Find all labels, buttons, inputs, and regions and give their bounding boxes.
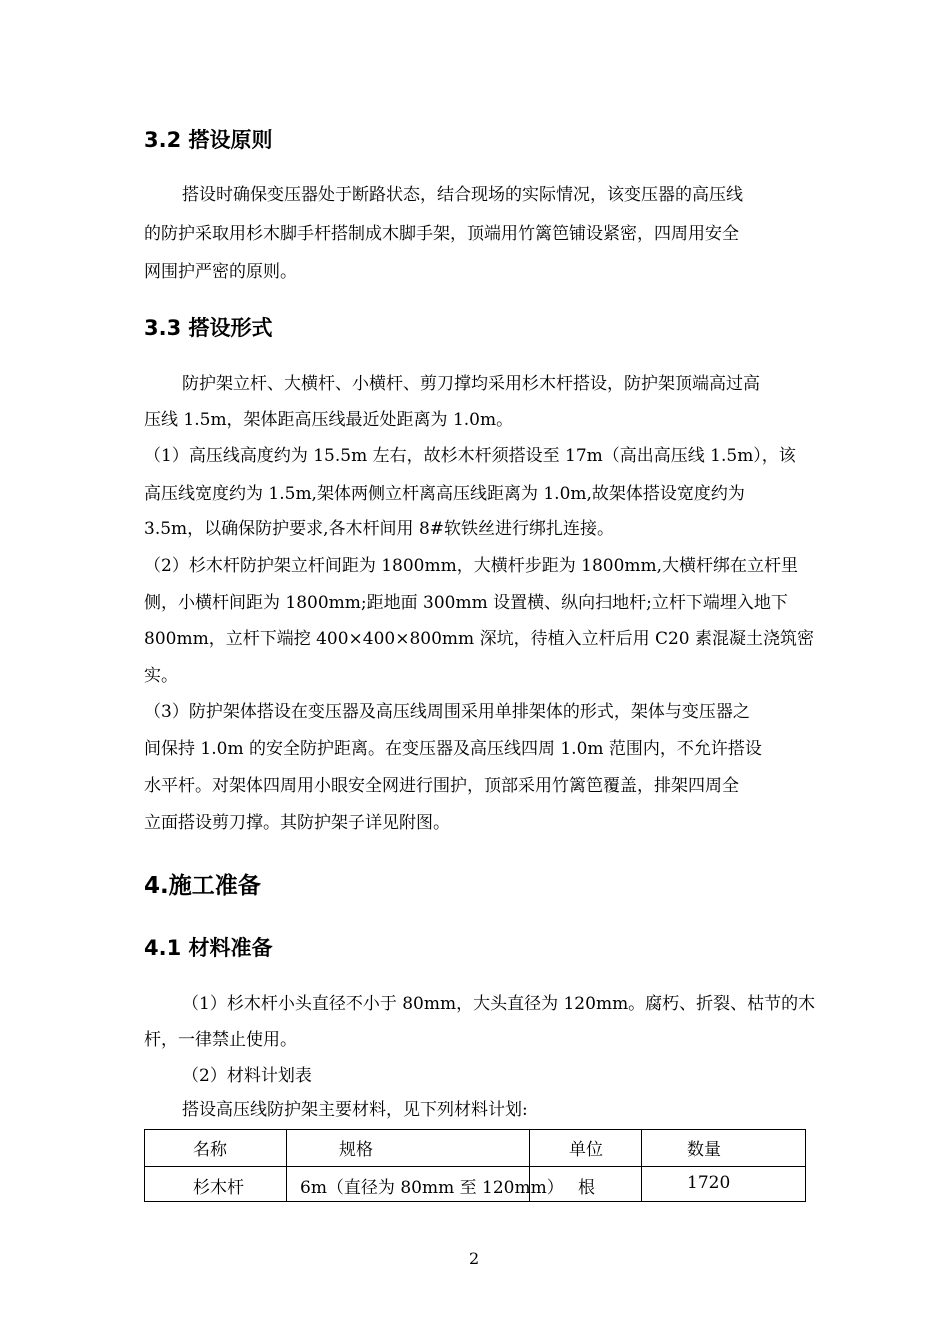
- heading-4-1: 4.1 材料准备: [144, 936, 273, 960]
- paragraph-line: 800mm，立杆下端挖 400×400×800mm 深坑，待植入立杆后用 C20 素混凝土浇筑密: [144, 629, 815, 649]
- paragraph-line: （3）防护架体搭设在变压器及高压线周围采用单排架体的形式，架体与变压器之: [144, 702, 750, 722]
- table-header-unit: 单位: [569, 1140, 603, 1160]
- paragraph-line: （1）杉木杆小头直径不小于 80mm，大头直径为 120mm。腐朽、折裂、枯节的木: [182, 994, 816, 1014]
- table-header-spec: 规格: [339, 1140, 373, 1160]
- paragraph-line: （2）杉木杆防护架立杆间距为 1800mm，大横杆步距为 1800mm,大横杆绑在立杆里: [144, 556, 799, 576]
- paragraph-line: 搭设高压线防护架主要材料，见下列材料计划:: [182, 1100, 528, 1120]
- paragraph-line: 立面搭设剪刀撑。其防护架子详见附图。: [144, 813, 450, 833]
- heading-4: 4.施工准备: [144, 873, 261, 899]
- paragraph-line: 3.5m，以确保防护要求,各木杆间用 8#软铁丝进行绑扎连接。: [144, 519, 615, 539]
- heading-3-2: 3.2 搭设原则: [144, 128, 273, 152]
- paragraph-line: 实。: [144, 666, 178, 686]
- paragraph-line: （1）高压线高度约为 15.5m 左右，故杉木杆须搭设至 17m（高出高压线 1.5m），该: [144, 446, 796, 466]
- paragraph-line: 间保持 1.0m 的安全防护距离。在变压器及高压线四周 1.0m 范围内，不允许搭设: [144, 739, 762, 759]
- paragraph-line: 高压线宽度约为 1.5m,架体两侧立杆离高压线距离为 1.0m,故架体搭设宽度约为: [144, 484, 745, 504]
- table-cell: 根: [578, 1178, 595, 1198]
- table-cell: 杉木杆: [193, 1178, 244, 1198]
- table-cell: 6m（直径为 80mm 至 120mm）: [300, 1178, 564, 1198]
- table-cell: 1720: [687, 1173, 731, 1193]
- paragraph-line: 搭设时确保变压器处于断路状态，结合现场的实际情况，该变压器的高压线: [182, 185, 743, 205]
- page-number: 2: [469, 1249, 480, 1268]
- paragraph-line: 杆，一律禁止使用。: [144, 1030, 297, 1050]
- heading-3-3: 3.3 搭设形式: [144, 316, 273, 340]
- paragraph-line: 侧，小横杆间距为 1800mm;距地面 300mm 设置横、纵向扫地杆;立杆下端埋入地下: [144, 593, 788, 613]
- paragraph-line: 网围护严密的原则。: [144, 262, 297, 282]
- material-table: [144, 1129, 806, 1202]
- paragraph-line: 防护架立杆、大横杆、小横杆、剪刀撑均采用杉木杆搭设，防护架顶端高过高: [182, 374, 760, 394]
- paragraph-line: 压线 1.5m，架体距高压线最近处距离为 1.0m。: [144, 410, 514, 430]
- table-header-qty: 数量: [687, 1140, 721, 1160]
- paragraph-line: 的防护采取用杉木脚手杆搭制成木脚手架，顶端用竹篱笆铺设紧密，四周用安全: [144, 224, 739, 244]
- paragraph-line: （2）材料计划表: [182, 1066, 312, 1086]
- paragraph-line: 水平杆。对架体四周用小眼安全网进行围护，顶部采用竹篱笆覆盖，排架四周全: [144, 776, 739, 796]
- table-header-name: 名称: [193, 1140, 227, 1160]
